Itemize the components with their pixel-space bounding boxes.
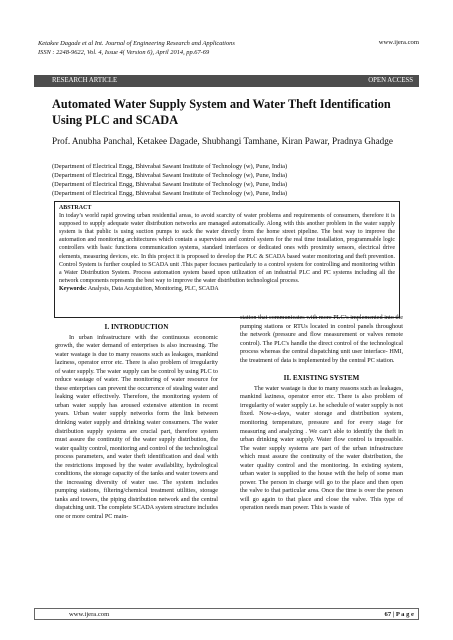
abstract-text: In today’s world rapid growing urban residential areas, to avoid scarcity of water problems and requirements of consumers, therefore it is supposed to supply adequate water distribution networks are managed automatically. Along with this another problem in the water supply system is that public is using suction pumps to suck the water directly from the home street pipeline. The best way to improve the automation and monitoring architectures which contain a supervision and control system for the real time installation, programmable logic controllers with basic functions communication systems, standard interfaces or dedicated ones with proximity sensors, electrical drive elements, measuring devices, etc. In this project it is proposed to develop the PLC & SCADA based water monitoring and theft prevention. Control System is further coupled to SCADA unit .This paper focuses particularly to a control system for controlling and monitoring within a Water Distribution System. Process automation system based upon utilization of an industrial PLC and PC systems including all the network components represents the best way to improve the water distribution technological process. [59, 213, 395, 284]
footer-website-link[interactable]: www.ijera.com [69, 611, 110, 618]
affiliation-item: (Department of Electrical Engg, Bhivrabai Sawant Institute of Technology (w), Pune, India) [52, 181, 288, 188]
article-type-label: RESEARCH ARTICLE [52, 77, 118, 84]
introduction-continuation: station that communicates with more PLC’s implemented into the pumping stations or RTUs located in control panels throughout the network (pressure and flow measurement or valves remote control). The PLC's handle the direct control of the technological process whereas the central dispatching unit user interface- HMI, the treatment of data is implemented by the central PC station. [240, 314, 403, 364]
paper-title: Automated Water Supply System and Water Theft Identification Using PLC and SCADA [52, 97, 391, 127]
journal-line-1: Ketakee Dagade et al Int. Journal of Engineering Research and Applications [38, 40, 235, 47]
affiliation-item: (Department of Electrical Engg, Bhivrabai Sawant Institute of Technology (w), Pune, India) [52, 172, 288, 179]
affiliation-item: (Department of Electrical Engg, Bhivrabai Sawant Institute of Technology (w), Pune, India) [52, 163, 288, 170]
abstract-label: ABSTRACT [59, 205, 92, 211]
journal-citation [38, 39, 358, 57]
journal-line-2: ISSN : 2248-9622, Vol. 4, Issue 4( Version 6), April 2014, pp.67-69 [38, 49, 210, 56]
author-list: Prof. Anubha Panchal, Ketakee Dagade, Shubhangi Tamhane, Kiran Pawar, Pradnya Ghadge [52, 136, 393, 146]
introduction-heading: I. INTRODUCTION [104, 323, 169, 331]
affiliation-item: (Department of Electrical Engg, Bhivrabai Sawant Institute of Technology (w), Pune, India) [52, 190, 288, 197]
article-banner [34, 75, 419, 87]
open-access-label: OPEN ACCESS [368, 77, 413, 84]
existing-system-heading: II. EXISTING SYSTEM [283, 374, 360, 383]
page-footer [34, 608, 419, 620]
header-website-link[interactable]: www.ijera.com [378, 39, 419, 46]
right-column [240, 314, 403, 513]
abstract-box [54, 201, 400, 318]
introduction-text: In urban infrastructure with the continuous economic growth, the water demand of enterprises is also increasing. The water wastage is due to many reasons such as leakages, mankind laziness, operator error etc. There is also problem of irregularity of water supply. The water supply can be control by using PLC to reduce wastage of water. The monitoring of water resource for these enterprises can prevent the occurrence of stealing water and leaking water effectively. Therefore, the monitoring system of urban water supply has aroused extensive attention in recent years. Urban water supply networks form the link between drinking water supply and drinking water consumers. The water distribution supply systems are crucial part, therefore system must assure the continuity of the water supply distribution, the water quality control, monitoring and control of the technological process parameters, and water theft identification and deal with the restrictions imposed by the water availability, hydrological conditions, the storage capacity of the tanks and water towers and the increasing diversity of water use. The system includes pumping stations, filtering/chemical treatment utilities, storage tanks and towers, the piping distribution network and the central dispatching unit. The complete SCADA system structure includes one or more central PC main- [55, 333, 218, 521]
page-number: 67 | P a g e [384, 611, 414, 618]
left-column [55, 320, 218, 522]
affiliation-list [52, 162, 412, 198]
keywords-text: Analysis, Data Acquisition, Monitoring, PLC, SCADA [86, 285, 219, 292]
existing-system-text: The water wastage is due to many reasons such as leakages, mankind laziness, operator error etc. There is also problem of irregularity of water supply i.e. he schedule of water supply is not fixed. Now-a-days, water storage and distribution system, monitoring temperature, pressure and for every stage for measuring and analyzing . We can’t able to identify the theft in urban drinking water supply. Water flow control is impossible. The water supply systems are part of the urban infrastructure which must assure the continuity of the water distribution, the water quality control and the monitoring. In existing system, urban water is supplied to the house with the help of some man power. The person in charge will go to the place and then open the valve to that particular area. Once the time is over the person will go again to that place and close the valve. This type of operation needs man power. This is waste of [240, 384, 403, 512]
keywords-label: Keywords: [59, 285, 87, 292]
